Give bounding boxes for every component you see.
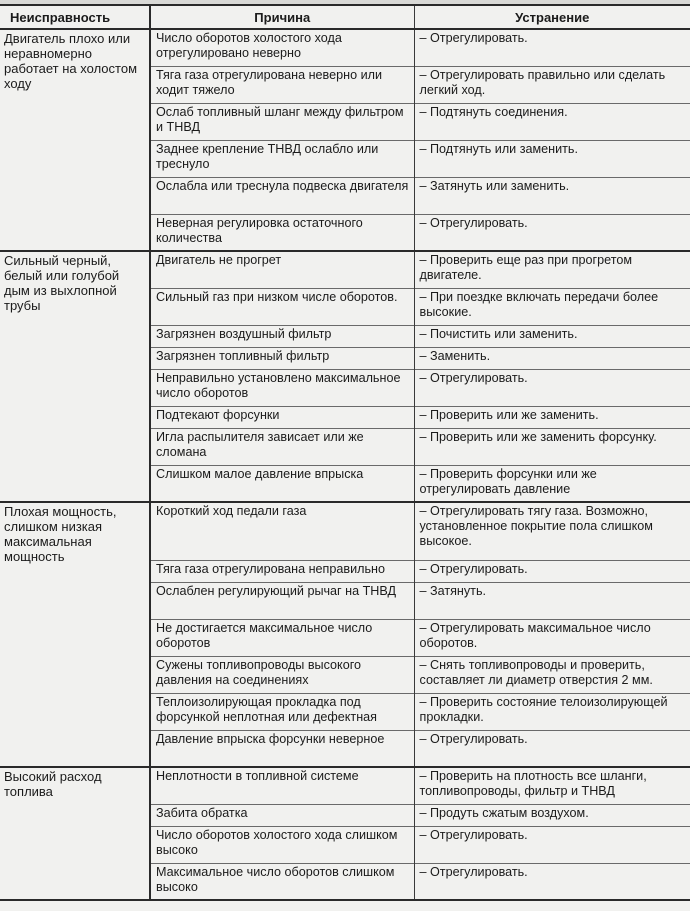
table-row [0,29,690,66]
table-row [0,767,690,804]
cause-cell: Неправильно установлено максимальное число оборотов [150,369,414,406]
fix-cell: – Отрегулировать. [414,826,690,863]
cause-cell: Неплотности в топливной системе [150,767,414,804]
fault-cell: Двигатель плохо или неравномерно работает на холостом ходу [0,29,150,251]
cause-cell: Игла распылителя зависает или же сломана [150,428,414,465]
cause-cell: Двигатель не прогрет [150,251,414,288]
fix-cell: – Отрегулировать. [414,730,690,767]
cause-cell: Загрязнен топливный фильтр [150,347,414,369]
fix-cell: – Отрегулировать. [414,214,690,251]
cause-cell: Сильный газ при низком числе оборотов. [150,288,414,325]
fix-cell: – Отрегулировать. [414,560,690,582]
fix-cell: – Отрегулировать. [414,863,690,900]
fix-cell: – Проверить или же заменить. [414,406,690,428]
fix-cell: – Отрегулировать. [414,369,690,406]
cause-cell: Теплоизолирующая прокладка под форсункой неплотная или дефектная [150,693,414,730]
fix-cell: – Продуть сжатым воздухом. [414,804,690,826]
header-cause: Причина [150,5,414,29]
cause-cell: Неверная регулировка остаточного количества [150,214,414,251]
table-row [0,251,690,288]
fix-cell: – Проверить состояние телоизолирующей прокладки. [414,693,690,730]
fix-cell: – Снять топливопроводы и проверить, составляет ли диаметр отверстия 2 мм. [414,656,690,693]
fix-cell: – Почистить или заменить. [414,325,690,347]
fix-cell: – Отрегулировать максимальное число оборотов. [414,619,690,656]
table-row [0,502,690,560]
troubleshooting-table [0,4,690,901]
fix-cell: – Проверить форсунки или же отрегулировать давление [414,465,690,502]
cause-cell: Тяга газа отрегулирована неверно или ходит тяжело [150,66,414,103]
fix-cell: – Подтянуть соединения. [414,103,690,140]
fix-cell: – Заменить. [414,347,690,369]
fix-cell: – Отрегулировать тягу газа. Возможно, установленное покрытие пола слишком высокое. [414,502,690,560]
fix-cell: – Отрегулировать правильно или сделать легкий ход. [414,66,690,103]
cause-cell: Загрязнен воздушный фильтр [150,325,414,347]
cause-cell: Число оборотов холостого хода отрегулировано неверно [150,29,414,66]
fix-cell: – Отрегулировать. [414,29,690,66]
cause-cell: Забита обратка [150,804,414,826]
cause-cell: Число оборотов холостого хода слишком высоко [150,826,414,863]
cause-cell: Ослаблен регулирующий рычаг на ТНВД [150,582,414,619]
cause-cell: Заднее крепление ТНВД ослабло или треснуло [150,140,414,177]
fix-cell: – Проверить на плотность все шланги, топливопроводы, фильтр и ТНВД [414,767,690,804]
cause-cell: Тяга газа отрегулирована неправильно [150,560,414,582]
fix-cell: – Проверить еще раз при прогретом двигателе. [414,251,690,288]
fix-cell: – Подтянуть или заменить. [414,140,690,177]
fault-cell: Высокий расход топлива [0,767,150,900]
fix-cell: – При поездке включать передачи более высокие. [414,288,690,325]
header-fault: Неисправность [0,5,150,29]
fault-cell: Плохая мощность, слишком низкая максимальная мощность [0,502,150,767]
cause-cell: Подтекают форсунки [150,406,414,428]
header-fix: Устранение [414,5,690,29]
fix-cell: – Затянуть или заменить. [414,177,690,214]
fix-cell: – Проверить или же заменить форсунку. [414,428,690,465]
fault-cell: Сильный черный, белый или голубой дым из выхлопной трубы [0,251,150,502]
table-body [0,29,690,900]
cause-cell: Сужены топливопроводы высокого давления на соединениях [150,656,414,693]
cause-cell: Слишком малое давление впрыска [150,465,414,502]
cause-cell: Короткий ход педали газа [150,502,414,560]
header-row [0,5,690,29]
cause-cell: Ослабла или треснула подвеска двигателя [150,177,414,214]
cause-cell: Не достигается максимальное число оборотов [150,619,414,656]
fix-cell: – Затянуть. [414,582,690,619]
cause-cell: Ослаб топливный шланг между фильтром и ТНВД [150,103,414,140]
cause-cell: Давление впрыска форсунки неверное [150,730,414,767]
cause-cell: Максимальное число оборотов слишком высоко [150,863,414,900]
